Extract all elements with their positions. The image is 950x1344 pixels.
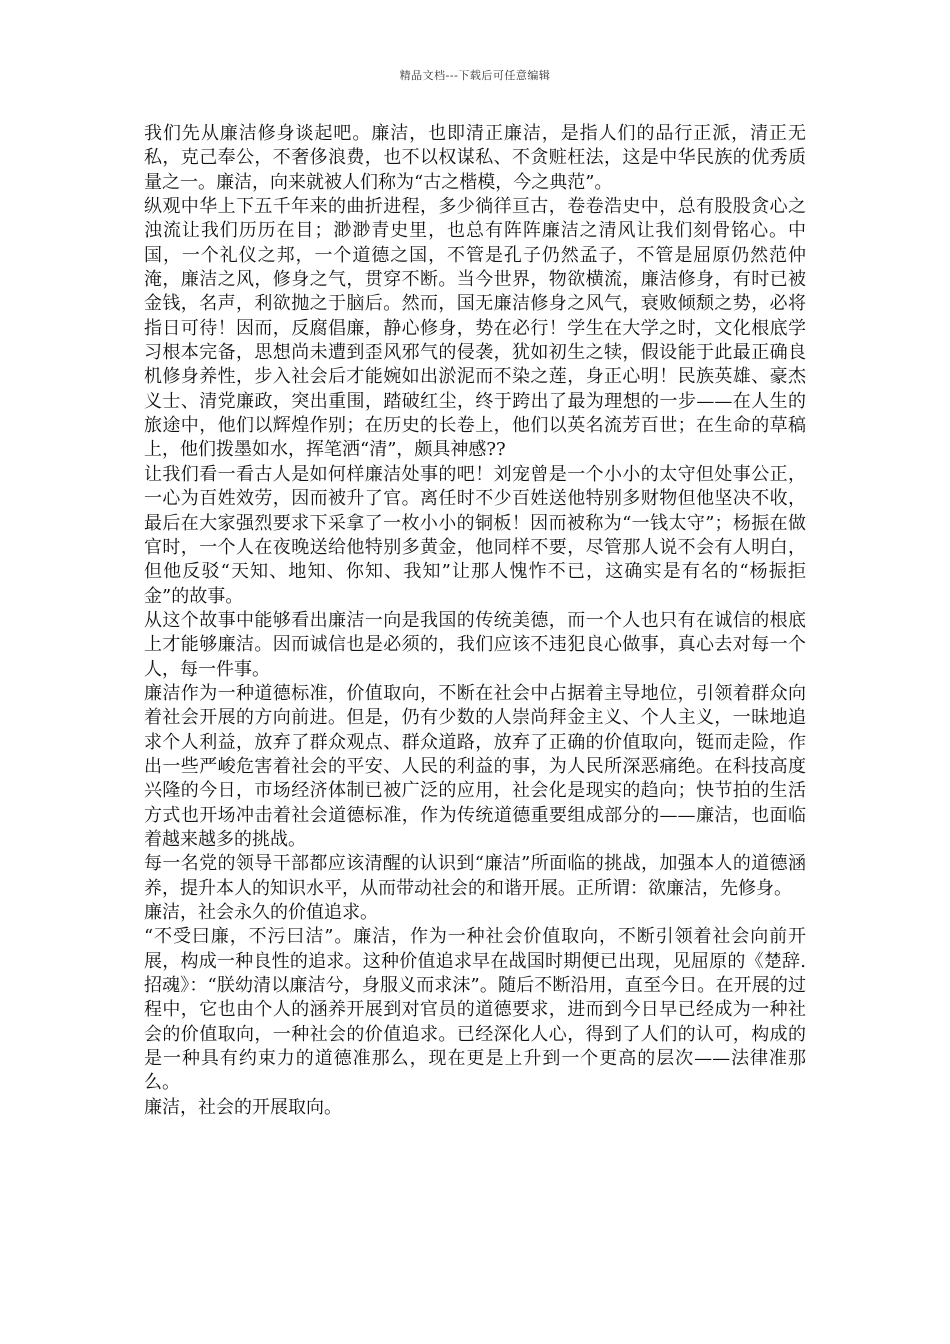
paragraph: 廉洁作为一种道德标准，价值取向，不断在社会中占据着主导地位，引领着群众向着社会开展的方向前进。但是，仍有少数的人崇尚拜金主义、个人主义，一昧地追求个人利益，放弃了群众观点、群众道路，放弃了正确的价值取向，铤而走险，作出一些严峻危害着社会的平安、人民的利益的事，为人民所深恶痛绝。在科技高度兴隆的今日，市场经济体制已被广泛的应用，社会化是现实的趋向；快节拍的生活方式也开场冲击着社会道德标准，作为传统道德重要组成部分的——廉洁，也面临着越来越多的挑战。 (144, 682, 806, 850)
paragraph: 廉洁，社会的开展取向。 (144, 1096, 342, 1118)
document-body (144, 122, 806, 1120)
page-header: 精品文档---下载后可任意编辑 (399, 69, 551, 82)
paragraph: “不受曰廉，不污曰洁”。廉洁，作为一种社会价值取向，不断引领着社会向前开展，构成一种良性的追求。这种价值追求早在战国时期便已出现，见屈原的《楚辞.招魂》：“朕幼清以廉洁兮，身服义而求沫”。随后不断沿用，直至今日。在开展的过程中，它也由个人的涵养开展到对官员的道德要求，进而到今日早已经成为一种社会的价值取向，一种社会的价值追求。已经深化人心，得到了人们的认可，构成的是一种具有约束力的道德准那么，现在更是上升到一个更高的层次——法律准那么。 (144, 926, 806, 1094)
paragraph: 每一名党的领导干部都应该清醒的认识到“廉洁”所面临的挑战，加强本人的道德涵养，提升本人的知识水平，从而带动社会的和谐开展。正所谓：欲廉洁，先修身。 (144, 853, 806, 899)
paragraph: 从这个故事中能够看出廉洁一向是我国的传统美德，而一个人也只有在诚信的根底上才能够廉洁。因而诚信也是必须的，我们应该不违犯良心做事，真心去对每一个人，每一件事。 (144, 609, 806, 680)
paragraph: 让我们看一看古人是如何样廉洁处事的吧！刘宠曾是一个小小的太守但处事公正，一心为百姓效劳，因而被升了官。离任时不少百姓送他特别多财物但他坚决不收，最后在大家强烈要求下采拿了一枚小小的铜板！因而被称为“一钱太守”；杨振在做官时，一个人在夜晚送给他特别多黄金，他同样不要，尽管那人说不会有人明白，但他反驳“天知、地知、你知、我知”让那人愧怍不已，这确实是有名的“杨振拒金”的故事。 (144, 463, 806, 607)
paragraph: 廉洁，社会永久的价值追求。 (144, 902, 378, 923)
paragraph: 纵观中华上下五千年来的曲折进程，多少徜徉亘古，卷卷浩史中，总有股股贪心之浊流让我们历历在目；渺渺青史里，也总有阵阵廉洁之清风让我们刻骨铭心。中国，一个礼仪之邦，一个道德之国，不管是孔子仍然孟子，不管是屈原仍然范仲淹，廉洁之风，修身之气，贯穿不断。当今世界，物欲横流，廉洁修身，有时已被金钱，名声，利欲抛之于脑后。然而，国无廉洁修身之风气，衰败倾颓之势，必将指日可待！因而，反腐倡廉，静心修身，势在必行！学生在大学之时，文化根底学习根本完备，思想尚未遭到歪风邪气的侵袭，犹如初生之犊，假设能于此最正确良机修身养性，步入社会后才能婉如出淤泥而不染之莲，身正心明！民族英雄、豪杰义士、清党廉政，突出重围，踏破红尘，终于跨出了最为理想的一步——在人生的旅途中，他们以辉煌作别；在历史的长卷上，他们以英名流芳百世；在生命的草稿上，他们拨墨如水，挥笔洒“清”，颇具神感?? (144, 196, 806, 461)
paragraph: 我们先从廉洁修身谈起吧。廉洁，也即清正廉洁，是指人们的品行正派，清正无私，克己奉公，不奢侈浪费，也不以权谋私、不贪赃枉法，这是中华民族的优秀质量之一。廉洁，向来就被人们称为“古之楷模，今之典范”。 (144, 123, 806, 193)
